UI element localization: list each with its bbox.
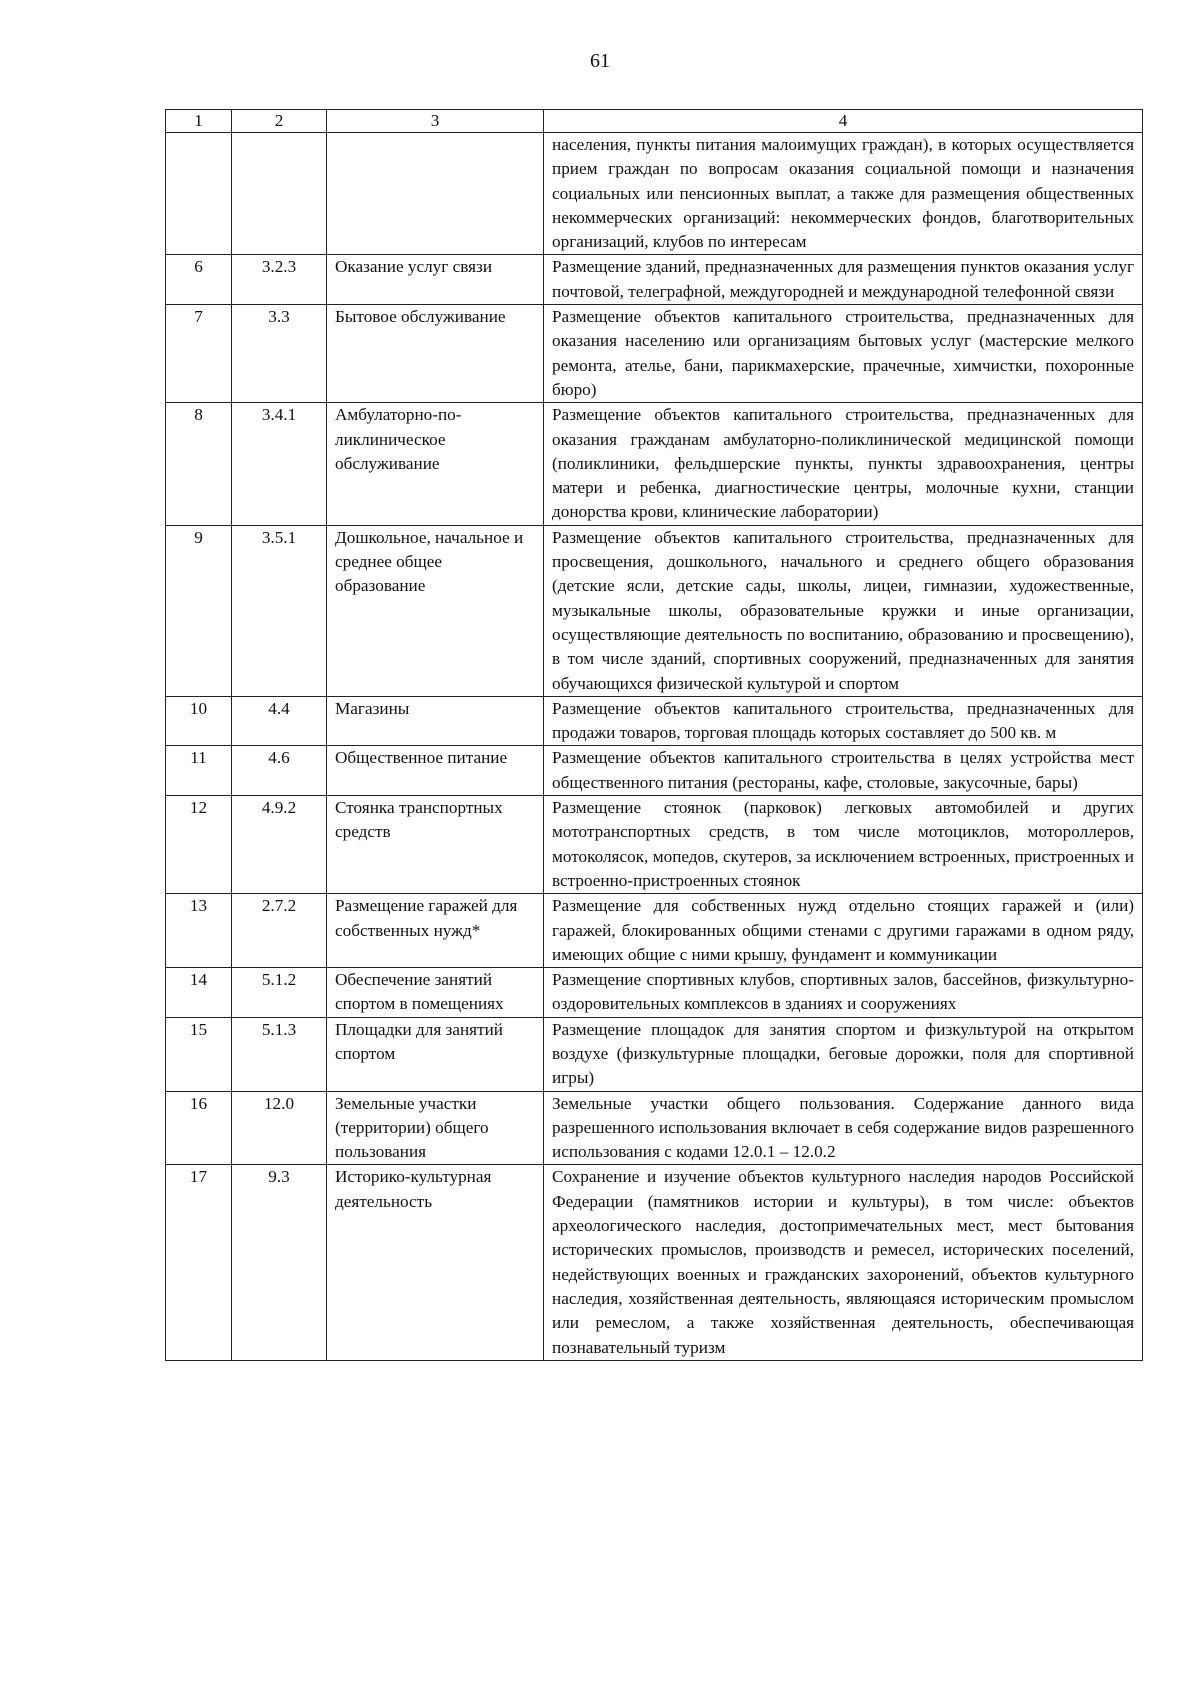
row-description: Размещение объектов капитального строительства, предназначенных для продажи товаров, торговая площадь которых составляет до 500 кв. м: [544, 696, 1143, 746]
row-name: Размещение гаражей для собственных нужд*: [327, 894, 544, 968]
row-code: 2.7.2: [232, 894, 327, 968]
row-description: Земельные участки общего пользования. Содержание данного вида разрешенного использования включает в себя содержание видов разрешенного использования с кодами 12.0.1 – 12.0.2: [544, 1091, 1143, 1165]
row-description: Размещение объектов капитального строительства в целях устройства мест общественного питания (рестораны, кафе, столовые, закусочные, бары): [544, 746, 1143, 796]
row-code: 3.4.1: [232, 403, 327, 525]
table-row: [166, 525, 1143, 696]
row-name: [327, 133, 544, 255]
row-description: Размещение для собственных нужд отдельно стоящих гаражей и (или) гаражей, блокированных общими стенами с другими гаражами в одном ряду, имеющих общие с ними крышу, фундамент и коммуникации: [544, 894, 1143, 968]
table-row: [166, 894, 1143, 968]
row-number: 16: [166, 1091, 232, 1165]
row-number: 7: [166, 305, 232, 403]
row-name: Земельные участки (территории) общего пользования: [327, 1091, 544, 1165]
column-header-3: 3: [327, 110, 544, 133]
row-name: Историко-культурная деятельность: [327, 1165, 544, 1360]
table-row: [166, 796, 1143, 894]
column-header-1: 1: [166, 110, 232, 133]
row-code: 4.6: [232, 746, 327, 796]
table-row: [166, 305, 1143, 403]
row-number: 13: [166, 894, 232, 968]
row-code: [232, 133, 327, 255]
row-name: Магазины: [327, 696, 544, 746]
row-code: 9.3: [232, 1165, 327, 1360]
row-number: 17: [166, 1165, 232, 1360]
table-row: [166, 1017, 1143, 1091]
row-description: Сохранение и изучение объектов культурного наследия народов Российской Федерации (памятников истории и культуры), в том числе: объектов археологического наследия, достопримечательных мест, мест бытования исторических промыслов, производств и ремесел, исторических поселений, недействующих военных и гражданских захоронений, объектов культурного наследия, хозяйственная деятельность, являющаяся историческим промыслом или ремеслом, а также хозяйственная деятельность, обеспечивающая познавательный туризм: [544, 1165, 1143, 1360]
row-description: Размещение стоянок (парковок) легковых автомобилей и других мототранспортных средств, в том числе мотоциклов, мотороллеров, мотоколясок, мопедов, скутеров, за исключением встроенных, пристроенных и встроенно-пристроенных стоянок: [544, 796, 1143, 894]
row-number: 9: [166, 525, 232, 696]
table-row: [166, 133, 1143, 255]
row-number: 6: [166, 255, 232, 305]
row-number: 10: [166, 696, 232, 746]
table-row: [166, 1091, 1143, 1165]
row-description: Размещение зданий, предназначенных для размещения пунктов оказания услуг почтовой, телеграфной, междугородней и международной телефонной связи: [544, 255, 1143, 305]
row-number: [166, 133, 232, 255]
row-description: Размещение объектов капитального строительства, предназначенных для оказания населению или организациям бытовых услуг (мастерские мелкого ремонта, ателье, бани, парикмахерские, прачечные, химчистки, похоронные бюро): [544, 305, 1143, 403]
row-code: 3.5.1: [232, 525, 327, 696]
land-use-table: [165, 109, 1143, 1361]
table-row: [166, 968, 1143, 1018]
page-number: 61: [590, 50, 610, 72]
row-description: Размещение площадок для занятия спортом и физкультурой на открытом воздухе (физкультурные площадки, беговые дорожки, поля для спортивной игры): [544, 1017, 1143, 1091]
table-row: [166, 255, 1143, 305]
row-name: Бытовое обслуживание: [327, 305, 544, 403]
row-code: 3.2.3: [232, 255, 327, 305]
table-row: [166, 403, 1143, 525]
row-code: 4.9.2: [232, 796, 327, 894]
row-name: Обеспечение занятий спортом в помещениях: [327, 968, 544, 1018]
row-description: населения, пункты питания малоимущих граждан), в которых осуществляется прием граждан по вопросам оказания социальной помощи и назначения социальных или пенсионных выплат, а также для размещения общественных некоммерческих организаций: некоммерческих фондов, благотворительных организаций, клубов по интересам: [544, 133, 1143, 255]
row-code: 5.1.3: [232, 1017, 327, 1091]
table-row: [166, 746, 1143, 796]
table-row: [166, 696, 1143, 746]
row-name: Стоянка транспортных средств: [327, 796, 544, 894]
row-name: Площадки для занятий спортом: [327, 1017, 544, 1091]
row-name: Амбулаторно-по-ликлиническое обслуживание: [327, 403, 544, 525]
row-number: 14: [166, 968, 232, 1018]
table-body: [166, 133, 1143, 1361]
row-code: 3.3: [232, 305, 327, 403]
row-name: Оказание услуг связи: [327, 255, 544, 305]
row-number: 12: [166, 796, 232, 894]
row-code: 12.0: [232, 1091, 327, 1165]
row-number: 11: [166, 746, 232, 796]
row-description: Размещение спортивных клубов, спортивных залов, бассейнов, физкультурно-оздоровительных комплексов в зданиях и сооружениях: [544, 968, 1143, 1018]
row-number: 15: [166, 1017, 232, 1091]
row-description: Размещение объектов капитального строительства, предназначенных для оказания гражданам амбулаторно-поликлинической медицинской помощи (поликлиники, фельдшерские пункты, пункты здравоохранения, центры матери и ребенка, диагностические центры, молочные кухни, станции донорства крови, клинические лаборатории): [544, 403, 1143, 525]
row-name: Общественное питание: [327, 746, 544, 796]
row-number: 8: [166, 403, 232, 525]
table-header-row: [166, 110, 1143, 133]
table-row: [166, 1165, 1143, 1360]
column-header-2: 2: [232, 110, 327, 133]
column-header-4: 4: [544, 110, 1143, 133]
row-code: 4.4: [232, 696, 327, 746]
row-description: Размещение объектов капитального строительства, предназначенных для просвещения, дошкольного, начального и среднего общего образования (детские ясли, детские сады, школы, лицеи, гимназии, художественные, музыкальные школы, образовательные кружки и иные организации, осуществляющие деятельность по воспитанию, образованию и просвещению), в том числе зданий, спортивных сооружений, предназначенных для занятия обучающихся физической культурой и спортом: [544, 525, 1143, 696]
row-name: Дошкольное, начальное и среднее общее образование: [327, 525, 544, 696]
row-code: 5.1.2: [232, 968, 327, 1018]
